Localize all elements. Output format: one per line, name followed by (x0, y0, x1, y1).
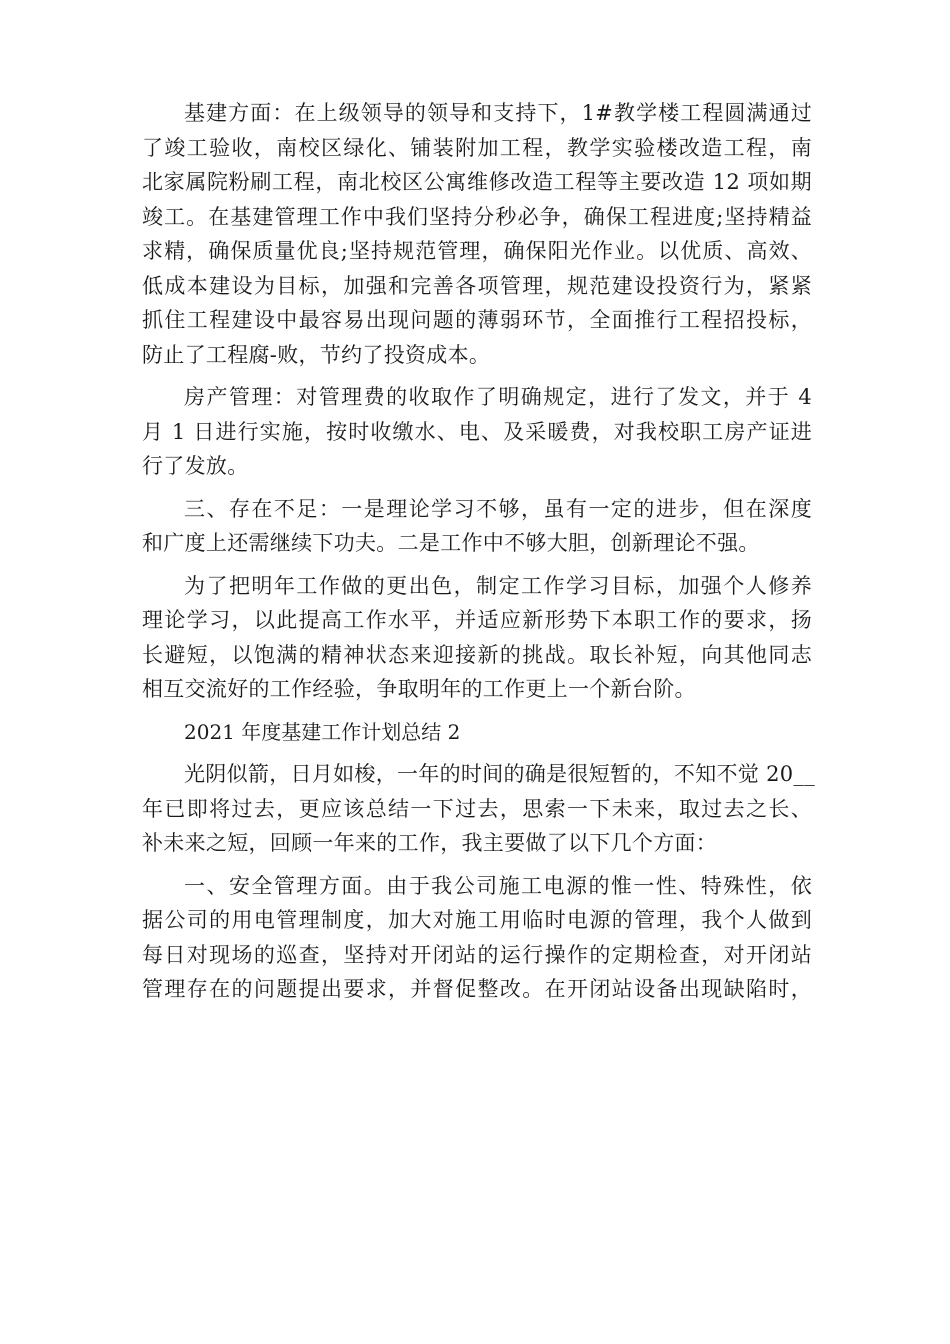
text-line: 据公司的用电管理制度，加大对施工用临时电源的管理，我个人做到 (142, 908, 812, 932)
text-line: 三、存在不足：一是理论学习不够，虽有一定的进步，但在深度 (184, 496, 812, 521)
text-line: 北家属院粉刷工程，南北校区公寓维修改造工程等主要改造 12 项如期 (142, 170, 812, 194)
paragraph-safety-management (142, 869, 812, 1015)
paragraph-intro (142, 757, 815, 869)
text-line: 低成本建设为目标，加强和完善各项管理，规范建设投资行为，紧紧 (142, 273, 812, 298)
text-line: 每日对现场的巡查，坚持对开闭站的运行操作的定期检查，对开闭站 (142, 942, 812, 967)
text-line: 和广度上还需继续下功夫。二是工作中不够大胆，创新理论不强。 (142, 531, 760, 555)
text-line: 理论学习，以此提高工作水平，并适应新形势下本职工作的要求，扬 (142, 608, 812, 632)
text-line: 了竣工验收，南校区绿化、铺装附加工程，教学实验楼改造工程，南 (142, 135, 812, 160)
text-line: 补未来之短，回顾一年来的工作，我主要做了以下几个方面： (142, 831, 718, 855)
text-line: 相互交流好的工作经验，争取明年的工作更上一个新台阶。 (142, 677, 696, 701)
text-line: 一、安全管理方面。由于我公司施工电源的惟一性、特殊性，依 (184, 873, 812, 898)
text-line: 竣工。在基建管理工作中我们坚持分秒必争，确保工程进度;坚持精益 (142, 204, 812, 229)
paragraph-infrastructure (142, 96, 812, 380)
section-heading: 2021 年度基建工作计划总结 2 (184, 719, 461, 744)
text-line: 管理存在的问题提出要求，并督促整改。在开闭站设备出现缺陷时， (142, 977, 812, 1001)
text-line: 基建方面：在上级领导的领导和支持下，1#教学楼工程圆满通过 (184, 101, 812, 125)
document-page (142, 96, 815, 1015)
paragraph-property-management (142, 380, 812, 492)
text-line: 求精，确保质量优良;坚持规范管理，确保阳光作业。以优质、高效、 (142, 239, 812, 263)
text-line: 行了发放。 (142, 454, 249, 478)
text-line: 长避短，以饱满的精神状态来迎接新的挑战。取长补短，向其他同志 (142, 642, 812, 667)
text-line: 为了把明年工作做的更出色，制定工作学习目标，加强个人修养 (184, 573, 812, 598)
text-line: 抓住工程建设中最容易出现问题的薄弱环节，全面推行工程招投标， (142, 308, 812, 332)
text-line: 年已即将过去，更应该总结一下过去，思索一下未来，取过去之长、 (142, 796, 812, 821)
text-line: 光阴似箭，日月如梭，一年的时间的确是很短暂的，不知不觉 20__ (184, 762, 815, 786)
text-line: 月 1 日进行实施，按时收缴水、电、及采暖费，对我校职工房产证进 (142, 419, 812, 444)
paragraph-goals (142, 569, 812, 715)
text-line: 防止了工程腐-败，节约了投资成本。 (142, 342, 491, 367)
text-line: 房产管理：对管理费的收取作了明确规定，进行了发文，并于 4 (184, 385, 812, 409)
paragraph-shortcomings (142, 492, 812, 569)
